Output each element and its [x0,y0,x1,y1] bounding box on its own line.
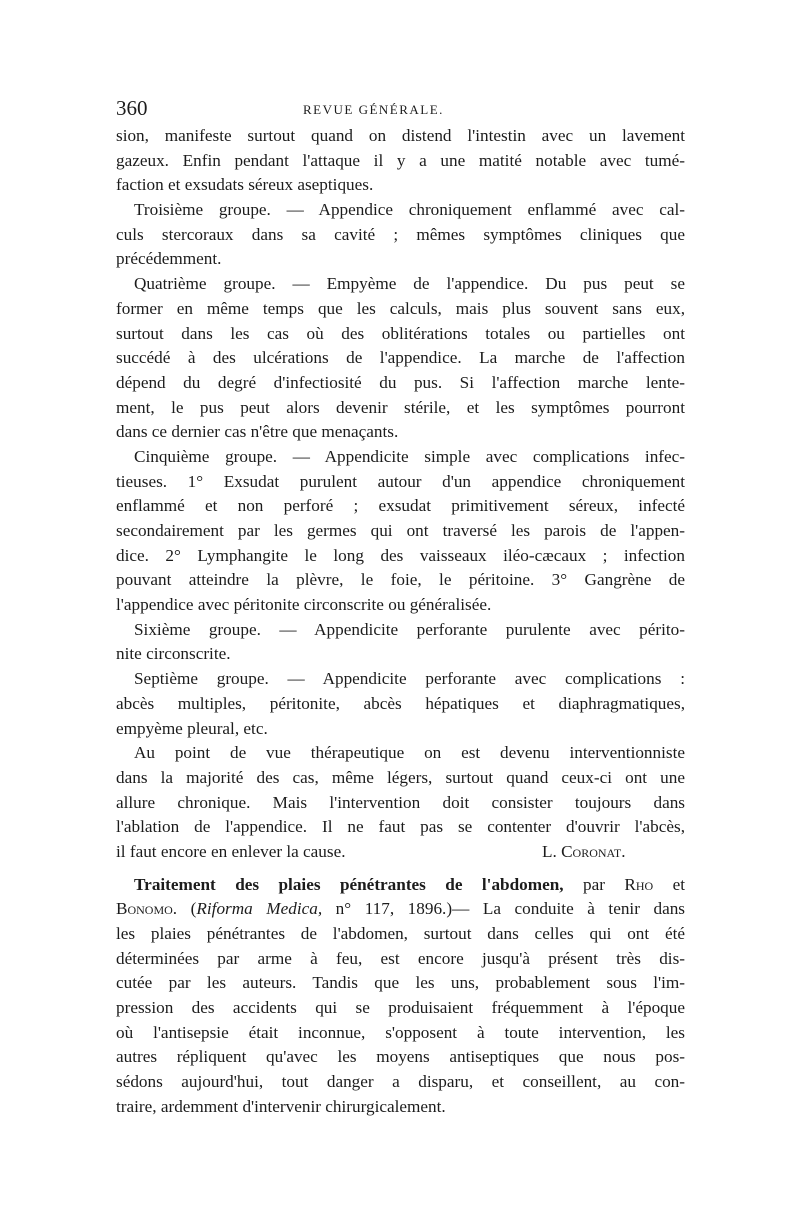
text-line: sion, manifeste surtout quand on distend l'intestin avec un lavement [116,126,685,145]
text-line: succédé à des ulcérations de l'appendice. La marche de l'affection [116,348,685,368]
paragraph [116,198,685,272]
paragraph [116,667,685,741]
paragraph [116,272,685,445]
author-name: Rho [624,874,654,894]
page-number: 360 [116,96,148,120]
text-line: secondairement par les germes qui ont traversé les parois de l'appen- [116,521,685,540]
text-line: surtout dans les cas où des oblitérations totales ou partielles ont [116,323,685,343]
article-heading-line [116,873,685,898]
paragraph [116,445,685,618]
text-line: pression des accidents qui se produisaient fréquemment à l'époque [116,998,685,1018]
running-title: REVUE GÉNÉRALE. [303,102,444,117]
text-line: Cinquième groupe. — Appendicite simple avec complications infec- [134,446,685,466]
text-line: précédemment. [116,249,222,269]
author-name: Bonomo. [116,899,178,919]
text-line: dans ce dernier cas n'être que menaçants. [116,422,399,442]
text-line: tieuses. 1° Exsudat purulent autour d'un appendice chroniquement [116,471,685,491]
author-signature: L. Coronat. [542,841,626,861]
paragraph [116,124,685,198]
text-line: Au point de vue thérapeutique on est devenu interventionniste [134,743,685,763]
article [116,873,685,1120]
text-line: déterminées par arme à feu, est encore jusqu'à présent très dis- [116,948,685,968]
text-line: les plaies pénétrantes de l'abdomen, surtout dans celles qui ont été [116,924,685,943]
text-line: ment, le pus peut alors devenir stérile, et les symptômes pourront [116,397,685,417]
article-title: Traitement des plaies pénétrantes de l'abdomen, [134,874,564,894]
text-line: Quatrième groupe. — Empyème de l'appendice. Du pus peut se [134,274,685,294]
paragraph [116,618,685,667]
text-line: Troisième groupe. — Appendice chroniquement enflammé avec cal- [134,200,685,220]
text-line: nite circonscrite. [116,644,231,664]
text-line: dice. 2° Lymphangite le long des vaisseaux iléo-cæcaux ; infection [116,545,685,565]
text-line: former en même temps que les calculs, mais plus souvent sans eux, [116,298,685,318]
page-header [116,96,685,124]
text-line: cutée par les auteurs. Tandis que les uns, probablement sous l'im- [116,973,685,993]
text-line: gazeux. Enfin pendant l'attaque il y a une matité notable avec tumé- [116,150,685,170]
text-fragment: et [653,874,686,894]
text-line: Sixième groupe. — Appendicite perforante purulente avec périto- [134,619,685,639]
text-line: faction et exsudats séreux aseptiques. [116,175,374,195]
text-line: l'ablation de l'appendice. Il ne faut pas se contenter d'ouvrir l'abcès, [116,817,685,837]
text-fragment: — La conduite à tenir dans [452,899,685,919]
text-fragment: par [563,874,625,894]
citation-line [116,897,685,922]
text-line: culs stercoraux dans sa cavité ; mêmes symptômes cliniques que [116,224,685,244]
text-line: pouvant atteindre la plèvre, le foie, le péritoine. 3° Gangrène de [116,570,685,590]
text-line: Septième groupe. — Appendicite perforante avec complications : [134,669,685,689]
text-line: il faut encore en enlever la cause. [116,841,346,861]
text-line: où l'antisepsie était inconnue, s'opposent à toute intervention, les [116,1022,685,1042]
text-line-with-signature [116,840,685,865]
paragraph [116,741,685,864]
text-line: enflammé et non perforé ; exsudat primitivement séreux, infecté [116,496,685,516]
journal-name: Riforma Medica, [196,899,323,919]
text-line: abcès multiples, péritonite, abcès hépatiques et diaphragmatiques, [116,693,685,713]
text-line: dans la majorité des cas, même légers, surtout quand ceux-ci ont une [116,767,685,787]
text-line: sédons aujourd'hui, tout danger a disparu, et conseillent, au con- [116,1072,685,1092]
page [116,96,685,1120]
text-line: allure chronique. Mais l'intervention doit consister toujours dans [116,792,685,812]
text-line: dépend du degré d'infectiosité du pus. Si l'affection marche lente- [116,372,685,392]
text-fragment: ( [177,899,197,919]
text-line: empyème pleural, etc. [116,718,268,738]
citation-details: n° 117, 1896.) [322,899,453,919]
text-line: l'appendice avec péritonite circonscrite ou généralisée. [116,595,492,615]
text-line: autres répliquent qu'avec les moyens antiseptiques que nous pos- [116,1047,685,1067]
text-line: traire, ardemment d'intervenir chirurgicalement. [116,1096,446,1116]
